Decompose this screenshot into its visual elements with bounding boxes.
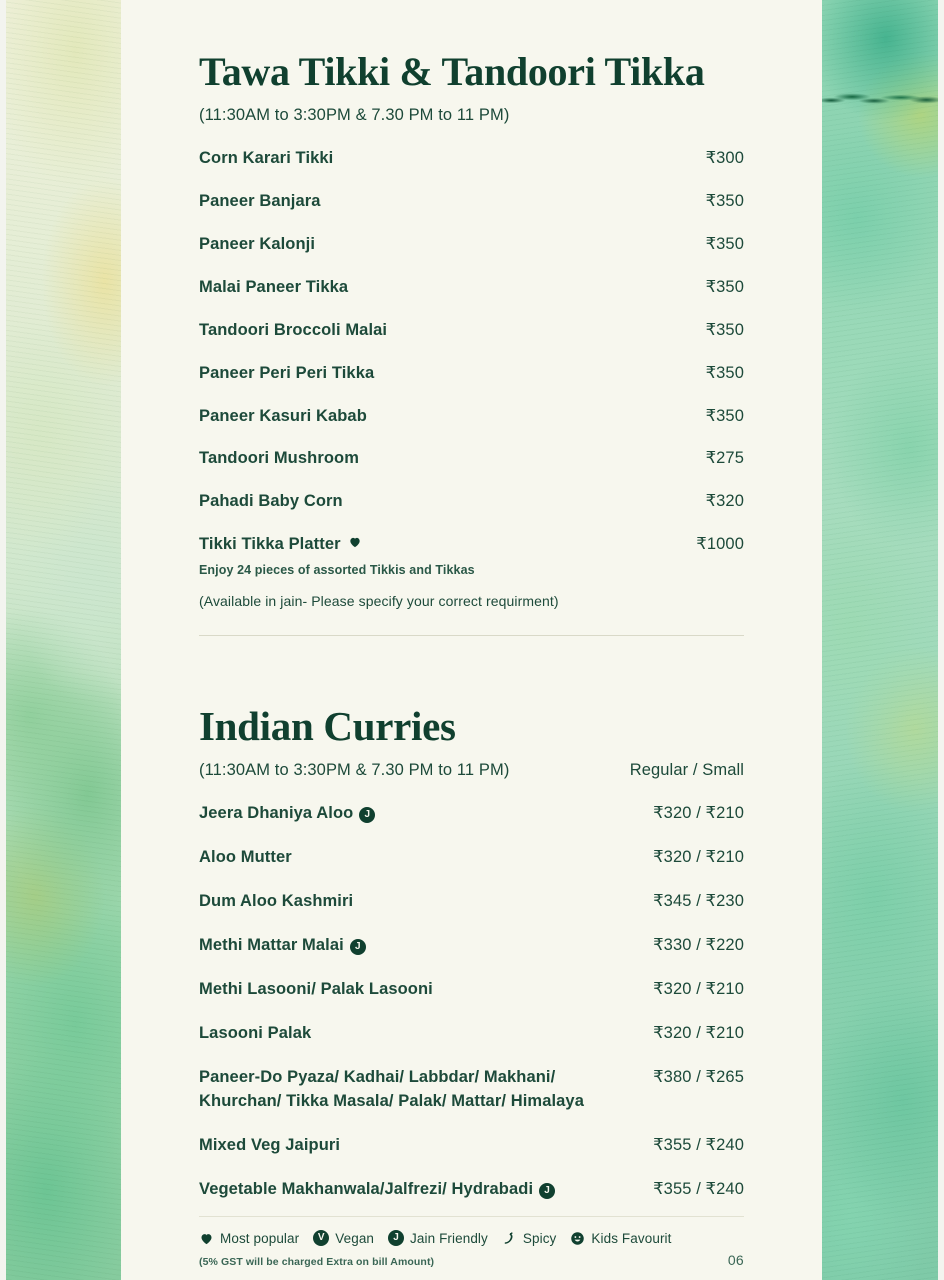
menu-item-list [199,802,744,1201]
menu-item-name: Paneer Kasuri Kabab [199,406,367,425]
menu-item-name: Tikki Tikka Platter [199,533,362,557]
menu-item-name: Corn Karari Tikki [199,149,334,167]
menu-item-row [199,276,744,300]
menu-item-row [199,1134,744,1158]
menu-item-row [199,533,744,557]
menu-section-tawa-tikki [199,0,744,636]
menu-item-price: ₹350 [705,320,744,339]
jain-icon: J [359,807,375,823]
menu-item-row [199,846,744,870]
page-footer [199,1216,744,1268]
menu-item-name: Mixed Veg Jaipuri [199,1135,341,1154]
legend-item [388,1230,488,1246]
menu-item-name: Tandoori Broccoli Malai [199,320,388,339]
section-hours: (11:30AM to 3:30PM & 7.30 PM to 11 PM) [199,761,510,780]
section-hours: (11:30AM to 3:30PM & 7.30 PM to 11 PM) [199,106,510,124]
menu-item-name: Paneer Peri Peri Tikka [199,363,375,382]
menu-item-name: Methi Mattar Malai J [199,934,366,958]
legend-item [313,1230,374,1246]
menu-item-name: Aloo Mutter [199,848,292,867]
legend [199,1230,744,1246]
menu-item-price: ₹350 [705,191,744,210]
legend-item [502,1231,557,1246]
smiley-icon [570,1231,585,1246]
menu-section-indian-curries [199,703,744,1201]
menu-item-list [199,147,744,577]
jain-icon: J [388,1230,404,1246]
menu-item-price: ₹355 / ₹240 [653,1179,744,1198]
menu-item-row [199,934,744,958]
menu-item-price: ₹320 / ₹210 [653,1023,744,1042]
menu-item-row [199,1022,744,1046]
menu-item-row [199,490,744,514]
menu-item-row [199,802,744,826]
menu-item-name: Tandoori Mushroom [199,449,359,468]
legend-label: Most popular [220,1230,300,1246]
menu-item-price: ₹350 [705,363,744,382]
section-hours-row [199,92,744,125]
section-hours-row [199,747,744,780]
menu-item-price: ₹1000 [696,535,744,554]
footer-divider [199,1216,744,1217]
section-title: Indian Curries [199,703,456,750]
menu-item-note: Enjoy 24 pieces of assorted Tikkis and Tikkas [199,563,475,578]
heart-icon [348,533,362,557]
menu-item-price: ₹320 / ₹210 [653,848,744,867]
menu-item-row [199,233,744,257]
menu-item-price: ₹345 / ₹230 [653,892,744,911]
legend-label: Kids Favourit [591,1230,672,1246]
menu-item-row [199,890,744,914]
menu-item-row [199,1178,744,1202]
section-note: (Available in jain- Please specify your correct requirment) [199,593,559,610]
gst-note: (5% GST will be charged Extra on bill Amount) [199,1256,435,1268]
legend-label: Jain Friendly [410,1230,488,1246]
vegan-icon: V [313,1230,329,1246]
watercolor-ridge [822,86,938,110]
menu-item-price: ₹350 [705,234,744,253]
menu-item-price: ₹320 / ₹210 [653,979,744,998]
menu-item-price: ₹350 [705,406,744,425]
legend-item [199,1231,299,1246]
menu-item-price: ₹380 / ₹265 [653,1067,744,1086]
menu-item-name: Jeera Dhaniya Aloo J [199,802,375,826]
menu-item-price: ₹330 / ₹220 [653,935,744,954]
menu-item-row [199,190,744,214]
menu-item-name: Dum Aloo Kashmiri [199,892,354,911]
menu-item-row [199,319,744,343]
watercolor-border-right [822,0,938,1280]
menu-item-name: Pahadi Baby Corn [199,492,343,511]
menu-item-price: ₹300 [705,149,744,167]
jain-icon: J [350,939,366,955]
menu-item-name: Malai Paneer Tikka [199,277,349,296]
legend-label: Vegan [335,1230,375,1246]
menu-item-row [199,405,744,429]
menu-item-row [199,447,744,471]
menu-item-name: Methi Lasooni/ Palak Lasooni [199,979,433,998]
section-title: Tawa Tikki & Tandoori Tikka [199,49,705,94]
chili-icon [502,1231,517,1246]
heart-icon [199,1231,214,1246]
menu-page [121,0,822,1280]
menu-item-name: Paneer Kalonji [199,234,316,253]
menu-item-row [199,362,744,386]
menu-item-name: Lasooni Palak [199,1023,312,1042]
section-divider [199,635,744,636]
page-number: 06 [727,1252,744,1268]
menu-item-row [199,978,744,1002]
menu-item-price: ₹275 [705,449,744,468]
menu-item-price: ₹355 / ₹240 [653,1135,744,1154]
menu-item-row [199,147,744,171]
menu-item-row [199,1066,744,1114]
menu-item-price: ₹320 / ₹210 [653,804,744,823]
portion-size-label: Regular / Small [629,761,744,780]
jain-icon: J [539,1183,555,1199]
menu-item-name: Paneer Banjara [199,191,321,210]
legend-label: Spicy [522,1230,557,1246]
footer-bottom [199,1252,744,1268]
watercolor-border-left [6,0,122,1280]
legend-item [570,1231,671,1246]
menu-item-name: Vegetable Makhanwala/Jalfrezi/ Hydrabadi J [199,1178,555,1202]
menu-item-price: ₹350 [705,277,744,296]
menu-item-name: Paneer-Do Pyaza/ Kadhai/ Labbdar/ Makhani/ Khurchan/ Tikka Masala/ Palak/ Mattar/ Himalaya [199,1067,584,1110]
menu-item-price: ₹320 [705,492,744,511]
